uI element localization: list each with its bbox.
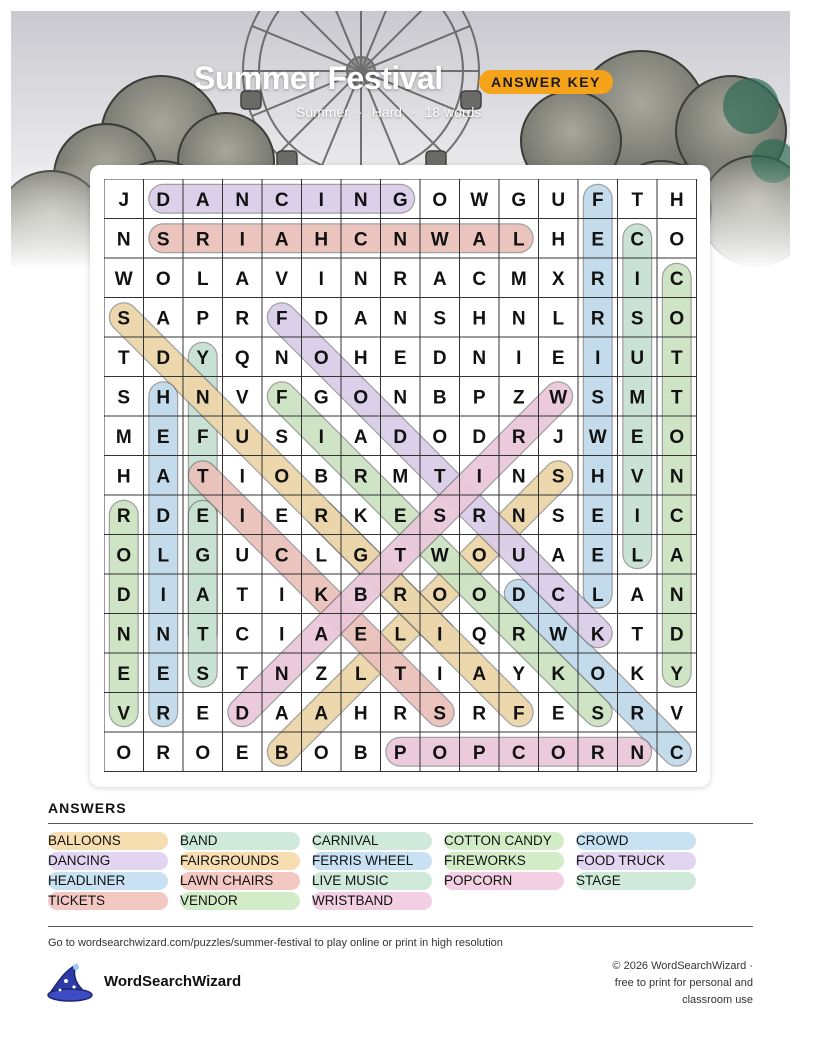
grid-cell[interactable]: N [511,308,526,330]
grid-cell[interactable]: S [156,229,170,251]
answer-item [312,872,389,890]
answer-key-badge: ANSWER KEY [479,70,613,94]
grid-cell[interactable]: R [511,624,526,646]
grid-cell[interactable]: S [275,426,289,448]
grid-cell[interactable]: I [160,584,166,606]
answer-word: CROWD [576,833,629,848]
grid-cell[interactable]: R [472,505,487,527]
answer-word: POPCORN [444,873,513,888]
answer-item [444,832,552,850]
answer-item [180,832,218,850]
grid-cell[interactable]: N [116,624,131,646]
grid-cell[interactable]: H [551,229,566,251]
grid-cell[interactable]: I [516,347,522,369]
answer-item [444,852,526,870]
grid-cell[interactable]: N [393,229,408,251]
meta-separator: · [357,104,363,120]
grid-cell[interactable]: C [511,742,526,764]
answer-word: FIREWORKS [444,853,526,868]
grid-cell[interactable]: T [236,663,249,685]
grid-cell[interactable]: P [472,742,486,764]
grid-cell[interactable]: Q [234,347,250,369]
grid-cell[interactable]: E [591,229,605,251]
answer-item [312,892,393,910]
answer-word: DANCING [48,853,111,868]
grid-cell[interactable]: B [432,387,447,409]
grid-cell[interactable]: C [274,545,289,567]
grid-cell[interactable]: D [472,426,487,448]
answer-item [180,872,273,890]
grid-cell[interactable]: H [669,189,684,211]
grid-cell[interactable]: A [156,308,171,330]
grid-cell[interactable]: N [156,624,171,646]
grid-cell[interactable]: N [472,347,487,369]
grid-cell[interactable]: U [630,347,645,369]
grid-cell[interactable]: V [117,703,131,725]
grid-cell[interactable]: A [314,624,329,646]
grid-cell[interactable]: N [274,663,289,685]
grid-cell[interactable]: V [670,703,684,725]
grid-cell[interactable]: P [472,387,486,409]
grid-cell[interactable]: N [393,308,408,330]
grid-cell[interactable]: A [472,663,487,685]
grid-cell[interactable]: U [551,189,566,211]
answer-item [312,852,413,870]
grid-cell[interactable]: C [630,229,645,251]
grid-cell[interactable]: I [239,466,245,488]
grid-cell[interactable]: G [392,189,408,211]
grid-cell[interactable]: A [274,229,289,251]
grid-cell[interactable]: U [235,426,250,448]
grid-cell[interactable]: O [432,742,448,764]
answer-word: FERRIS WHEEL [312,853,414,868]
grid-cell[interactable]: O [155,268,171,290]
difficulty-label: Hard [371,104,402,120]
grid-cell[interactable]: L [196,268,209,290]
grid-cell[interactable]: M [115,426,132,448]
grid-cell[interactable]: A [195,189,210,211]
grid-cell[interactable]: W [549,387,568,409]
grid-cell[interactable]: A [630,584,645,606]
grid-cell[interactable]: H [156,387,171,409]
copyright-line: free to print for personal and [614,977,753,989]
grid-cell[interactable]: A [235,268,250,290]
grid-cell[interactable]: W [588,426,607,448]
grid-cell[interactable]: F [196,426,209,448]
grid-cell[interactable]: G [195,545,211,567]
answer-item [180,852,279,870]
grid-cell[interactable]: V [630,466,644,488]
grid-cell[interactable]: C [235,624,250,646]
grid-cell[interactable]: R [235,308,250,330]
grid-cell[interactable]: A [353,426,368,448]
grid-cell[interactable]: R [156,703,171,725]
answer-word: TICKETS [48,893,106,908]
grid-cell[interactable]: S [117,387,131,409]
grid-cell[interactable]: Z [315,663,328,685]
grid-cell[interactable]: D [393,426,408,448]
grid-cell[interactable]: F [512,703,525,725]
play-online-link[interactable]: Go to wordsearchwizard.com/puzzles/summer-festival to play online or print in high resolution [48,937,503,949]
grid-cell[interactable]: A [156,466,171,488]
grid-cell[interactable]: T [196,624,209,646]
grid-cell[interactable]: K [314,584,329,606]
answer-word: FOOD TRUCK [576,853,666,868]
grid-cell[interactable]: O [353,387,369,409]
answer-item [48,852,110,870]
grid-cell[interactable]: D [156,347,171,369]
word-search-grid[interactable] [104,179,697,772]
grid-cell[interactable]: C [353,229,368,251]
answer-item [312,832,379,850]
grid-cell[interactable]: W [114,268,133,290]
grid-cell[interactable]: A [472,229,487,251]
grid-cell[interactable]: K [590,624,605,646]
grid-cell[interactable]: C [472,268,487,290]
grid-cell[interactable]: B [314,466,329,488]
grid-cell[interactable]: Y [512,663,526,685]
grid-cell[interactable]: O [432,426,448,448]
grid-cell[interactable]: N [274,347,289,369]
grid-cell[interactable]: V [235,387,249,409]
grid-cell[interactable]: O [669,229,685,251]
grid-cell[interactable]: E [117,663,131,685]
grid-cell[interactable]: T [117,347,130,369]
puzzle-meta [296,104,481,120]
grid-cell[interactable]: B [353,742,368,764]
grid-cell[interactable]: G [511,189,527,211]
answer-item [576,852,665,870]
answers-heading: ANSWERS [48,800,127,816]
grid-cell[interactable]: W [430,545,449,567]
grid-letters [115,190,684,764]
grid-cell[interactable]: D [432,347,447,369]
grid-cell[interactable]: O [313,347,329,369]
grid-cell[interactable]: O [116,742,132,764]
grid-cell[interactable]: L [157,545,170,567]
grid-cell[interactable]: O [669,308,685,330]
grid-cell[interactable]: E [630,426,644,448]
grid-cell[interactable]: I [318,189,324,211]
grid-cell[interactable]: I [239,229,245,251]
grid-cell[interactable]: E [591,545,605,567]
grid-cell[interactable]: C [551,584,566,606]
grid-cell[interactable]: R [511,426,526,448]
grid-cell[interactable]: O [116,545,132,567]
grid-cell[interactable]: X [551,268,565,290]
grid-cell[interactable]: S [117,308,131,330]
answer-item [48,872,125,890]
grid-cell[interactable]: A [195,584,210,606]
grid-cell[interactable]: F [275,387,288,409]
copyright-notice [583,958,753,1009]
grid-cell[interactable]: N [116,229,131,251]
grid-cell[interactable]: A [274,703,289,725]
grid-cell[interactable]: E [393,347,407,369]
grid-cell[interactable]: T [631,624,644,646]
answer-item [180,892,238,910]
grid-cell[interactable]: R [353,466,368,488]
grid-cell[interactable]: O [471,584,487,606]
grid-cell[interactable]: L [631,545,644,567]
grid-cell[interactable]: E [235,742,249,764]
theme-label: Summer [296,104,349,120]
page-title: Summer Festival [194,60,443,96]
grid-cell[interactable]: K [630,663,645,685]
grid-cell[interactable]: D [314,308,329,330]
grid-cell[interactable]: E [156,426,170,448]
grid-cell[interactable]: E [275,505,289,527]
grid-cell[interactable]: E [393,505,407,527]
grid-cell[interactable]: I [595,347,601,369]
grid-cell[interactable]: S [630,308,644,330]
grid-cell[interactable]: I [318,268,324,290]
grid-cell[interactable]: D [511,584,526,606]
answer-item [444,872,512,890]
grid-cell[interactable]: V [275,268,289,290]
grid-cell[interactable]: N [353,268,368,290]
grid-cell[interactable]: I [634,505,640,527]
grid-cell[interactable]: S [551,505,565,527]
grid-cell[interactable]: H [116,466,131,488]
grid-cell[interactable]: Z [512,387,525,409]
grid-cell[interactable]: O [432,189,448,211]
grid-cell[interactable]: O [550,742,566,764]
grid-cell[interactable]: N [511,505,526,527]
grid-cell[interactable]: M [510,268,527,290]
grid-cell[interactable]: D [235,703,250,725]
grid-cell[interactable]: L [552,308,565,330]
grid-cell[interactable]: L [591,584,604,606]
grid-cell[interactable]: O [313,742,329,764]
grid-cell[interactable]: U [235,545,250,567]
grid-cell[interactable]: I [476,466,482,488]
grid-cell[interactable]: P [393,742,407,764]
grid-cell[interactable]: I [437,663,443,685]
copyright-line: © 2026 WordSearchWizard · [612,960,753,972]
grid-cell[interactable]: H [314,229,329,251]
grid-cell[interactable]: N [353,189,368,211]
grid-cell[interactable]: Y [196,347,210,369]
divider [48,926,753,927]
grid-cell[interactable]: O [471,545,487,567]
grid-cell[interactable]: R [472,703,487,725]
grid-cell[interactable]: A [314,703,329,725]
grid-cell[interactable]: D [669,624,684,646]
grid-cell[interactable]: P [196,308,210,330]
grid-cell[interactable]: R [314,505,329,527]
grid-cell[interactable]: S [433,505,447,527]
word-count-label: 18 words [424,104,482,120]
grid-cell[interactable]: E [156,663,170,685]
grid-cell[interactable]: H [353,347,368,369]
grid-cell[interactable]: L [354,663,367,685]
grid-cell[interactable]: I [318,426,324,448]
grid-cell[interactable]: R [393,268,408,290]
answer-word: LIVE MUSIC [312,873,389,888]
grid-cell[interactable]: H [472,308,487,330]
grid-cell[interactable]: R [195,229,210,251]
grid-cell[interactable]: I [279,624,285,646]
grid-cell[interactable]: M [392,466,409,488]
grid-cell[interactable]: N [195,387,210,409]
divider [48,823,753,824]
copyright-line: classroom use [682,994,753,1006]
grid-cell[interactable]: O [669,426,685,448]
answer-word: LAWN CHAIRS [180,873,274,888]
wizard-hat-icon [46,963,94,1003]
grid-cell[interactable]: N [235,189,250,211]
grid-cell[interactable]: E [354,624,368,646]
answer-item [576,832,629,850]
grid-cell[interactable]: L [315,545,328,567]
grid-cell[interactable]: G [353,545,369,567]
grid-cell[interactable]: B [274,742,289,764]
answer-word: WRISTBAND [312,893,393,908]
answer-word: COTTON CANDY [444,833,552,848]
grid-cell[interactable]: K [551,663,566,685]
grid-cell[interactable]: C [669,268,684,290]
grid-cell[interactable]: R [590,268,605,290]
grid-cell[interactable]: E [551,347,565,369]
grid-cell[interactable]: T [670,347,683,369]
grid-cell[interactable]: W [470,189,489,211]
grid-cell[interactable]: T [394,663,407,685]
grid-cell[interactable]: A [669,545,684,567]
answer-word: STAGE [576,873,621,888]
grid-cell[interactable]: R [393,703,408,725]
grid-cell[interactable]: S [551,466,565,488]
answer-word: HEADLINER [48,873,126,888]
grid-cell[interactable]: T [236,584,249,606]
grid-cell[interactable]: R [590,308,605,330]
grid-cell[interactable]: L [394,624,407,646]
grid-cell[interactable]: Q [471,624,487,646]
grid-cell[interactable]: J [118,189,130,211]
grid-cell[interactable]: C [669,742,684,764]
grid-cell[interactable]: L [512,229,525,251]
grid-cell[interactable]: D [156,505,171,527]
grid-cell[interactable]: C [274,189,289,211]
grid-cell[interactable]: K [353,505,368,527]
grid-cell[interactable]: N [669,584,684,606]
grid-cell[interactable]: F [275,308,288,330]
grid-cell[interactable]: A [551,545,566,567]
grid-cell[interactable]: S [196,663,210,685]
grid-cell[interactable]: W [549,624,568,646]
grid-cell[interactable]: T [433,466,446,488]
grid-cell[interactable]: H [353,703,368,725]
grid-cell[interactable]: S [433,308,447,330]
grid-cell[interactable]: R [156,742,171,764]
meta-separator: · [410,104,416,120]
grid-cell[interactable]: I [279,584,285,606]
grid-cell[interactable]: T [670,387,683,409]
grid-cell[interactable]: T [394,545,407,567]
answer-item [576,872,621,890]
answer-word: BALLOONS [48,833,121,848]
grid-cell[interactable]: R [590,742,605,764]
grid-cell[interactable]: W [430,229,449,251]
grid-cell[interactable]: O [274,466,290,488]
grid-cell[interactable]: F [591,189,604,211]
grid-cell[interactable]: N [630,742,645,764]
grid-cell[interactable]: S [433,703,447,725]
grid-cell[interactable]: I [634,268,640,290]
grid-cell[interactable]: R [393,584,408,606]
brand-name: WordSearchWizard [104,973,242,990]
grid-cell[interactable]: N [669,466,684,488]
grid-cell[interactable]: I [239,505,245,527]
answer-word: FAIRGROUNDS [180,853,280,868]
grid-cell[interactable]: S [591,703,605,725]
grid-cell[interactable]: M [629,387,646,409]
grid-cell[interactable]: I [437,624,443,646]
grid-cell[interactable]: R [116,505,131,527]
grid-cell[interactable]: J [552,426,564,448]
answer-word: BAND [180,833,218,848]
grid-cell[interactable]: T [196,466,209,488]
grid-cell[interactable]: R [630,703,645,725]
grid-cell[interactable]: O [432,584,448,606]
answer-word: VENDOR [180,893,238,908]
grid-cell[interactable]: U [511,545,526,567]
grid-cell[interactable]: N [393,387,408,409]
grid-cell[interactable]: A [353,308,368,330]
grid-cell[interactable]: C [669,505,684,527]
grid-cell[interactable]: S [591,387,605,409]
grid-cell[interactable]: E [591,505,605,527]
grid-cell[interactable]: H [590,466,605,488]
answer-item [48,892,105,910]
answer-item [48,832,121,850]
grid-cell[interactable]: E [196,505,210,527]
grid-cell[interactable]: N [511,466,526,488]
grid-cell[interactable]: A [432,268,447,290]
grid-cell[interactable]: E [551,703,565,725]
grid-cell[interactable]: E [196,703,210,725]
grid-cell[interactable]: T [631,189,644,211]
grid-cell[interactable]: G [313,387,329,409]
answer-word: CARNIVAL [312,833,379,848]
grid-cell[interactable]: O [590,663,606,685]
grid-cell[interactable]: D [116,584,131,606]
grid-cell[interactable]: O [195,742,211,764]
grid-cell[interactable]: Y [670,663,684,685]
grid-cell[interactable]: B [353,584,368,606]
grid-cell[interactable]: D [156,189,171,211]
